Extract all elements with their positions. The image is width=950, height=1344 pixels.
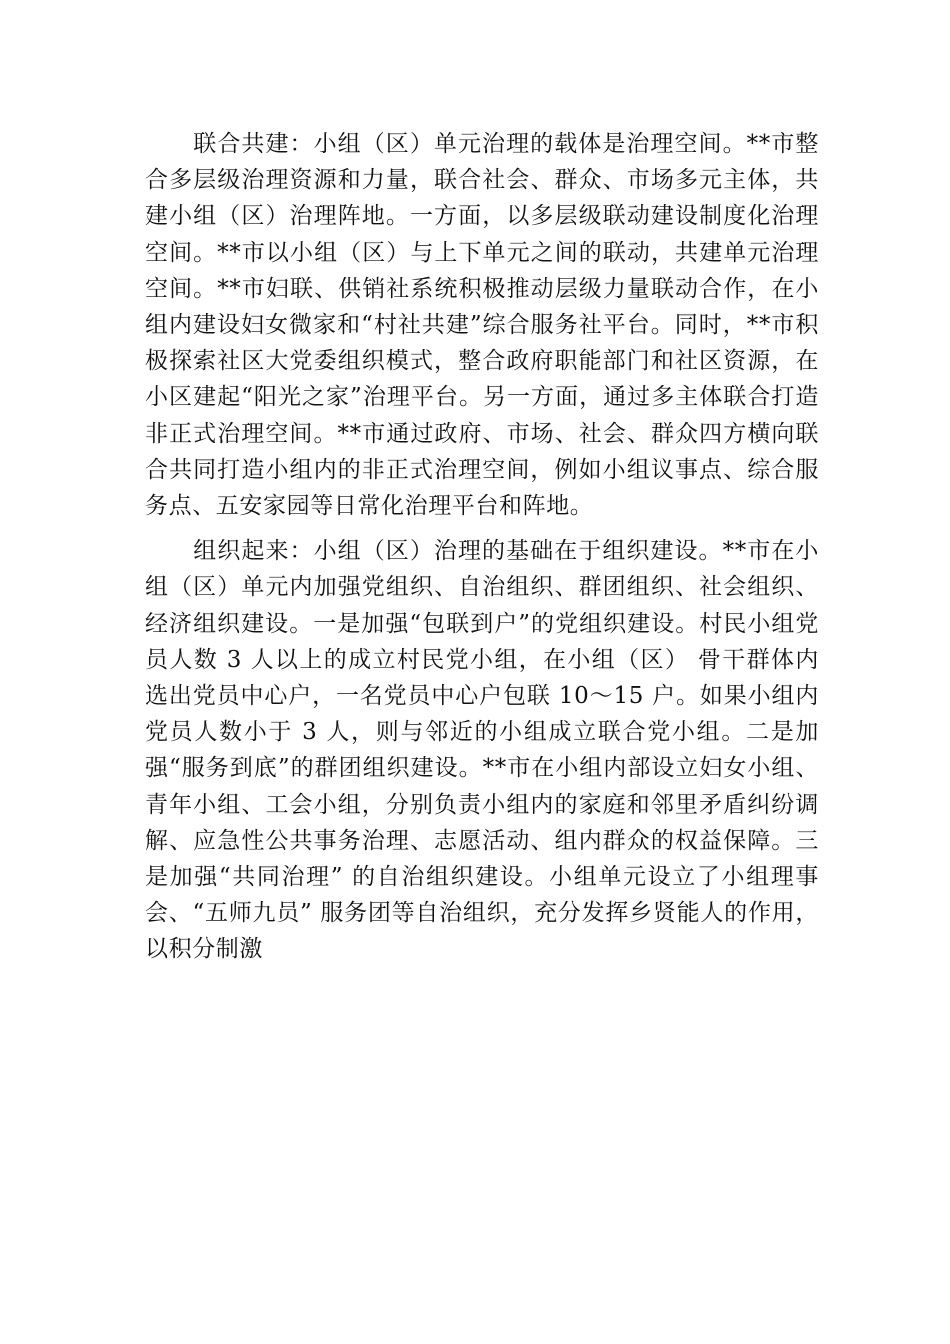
document-body [145, 126, 819, 968]
paragraph-organization-building: 组织起来：小组（区）治理的基础在于组织建设。**市在小组（区）单元内加强党组织、自治组织、群团组织、社会组织、经济组织建设。一是加强“包联到户”的党组织建设。村民小组党员人数 3 人以上的成立村民党小组，在小组（区） 骨干群体内选出党员中心户，一名党员中心户包联 10～15 户。如果小组内党员人数小于 3 人，则与邻近的小组成立联合党小组。二是加强“服务到底”的群团组织建设。**市在小组内部设立妇女小组、青年小组、工会小组，分别负责小组内的家庭和邻里矛盾纠纷调解、应急性公共事务治理、志愿活动、组内群众的权益保障。三是加强“共同治理” 的自治组织建设。小组单元设立了小组理事会、“五师九员” 服务团等自治组织，充分发挥乡贤能人的作用，以积分制激 [145, 538, 819, 963]
paragraph-joint-construction: 联合共建：小组（区）单元治理的载体是治理空间。**市整合多层级治理资源和力量，联合社会、群众、市场多元主体，共建小组（区）治理阵地。一方面，以多层级联动建设制度化治理空间。**市以小组（区）与上下单元之间的联动，共建单元治理空间。**市妇联、供销社系统积极推动层级力量联动合作，在小组内建设妇女微家和“村社共建”综合服务社平台。同时，**市积极探索社区大党委组织模式，整合政府职能部门和社区资源，在小区建起“阳光之家”治理平台。另一方面，通过多主体联合打造非正式治理空间。**市通过政府、市场、社会、群众四方横向联合共同打造小组内的非正式治理空间，例如小组议事点、综合服务点、五安家园等日常化治理平台和阵地。 [145, 131, 819, 520]
